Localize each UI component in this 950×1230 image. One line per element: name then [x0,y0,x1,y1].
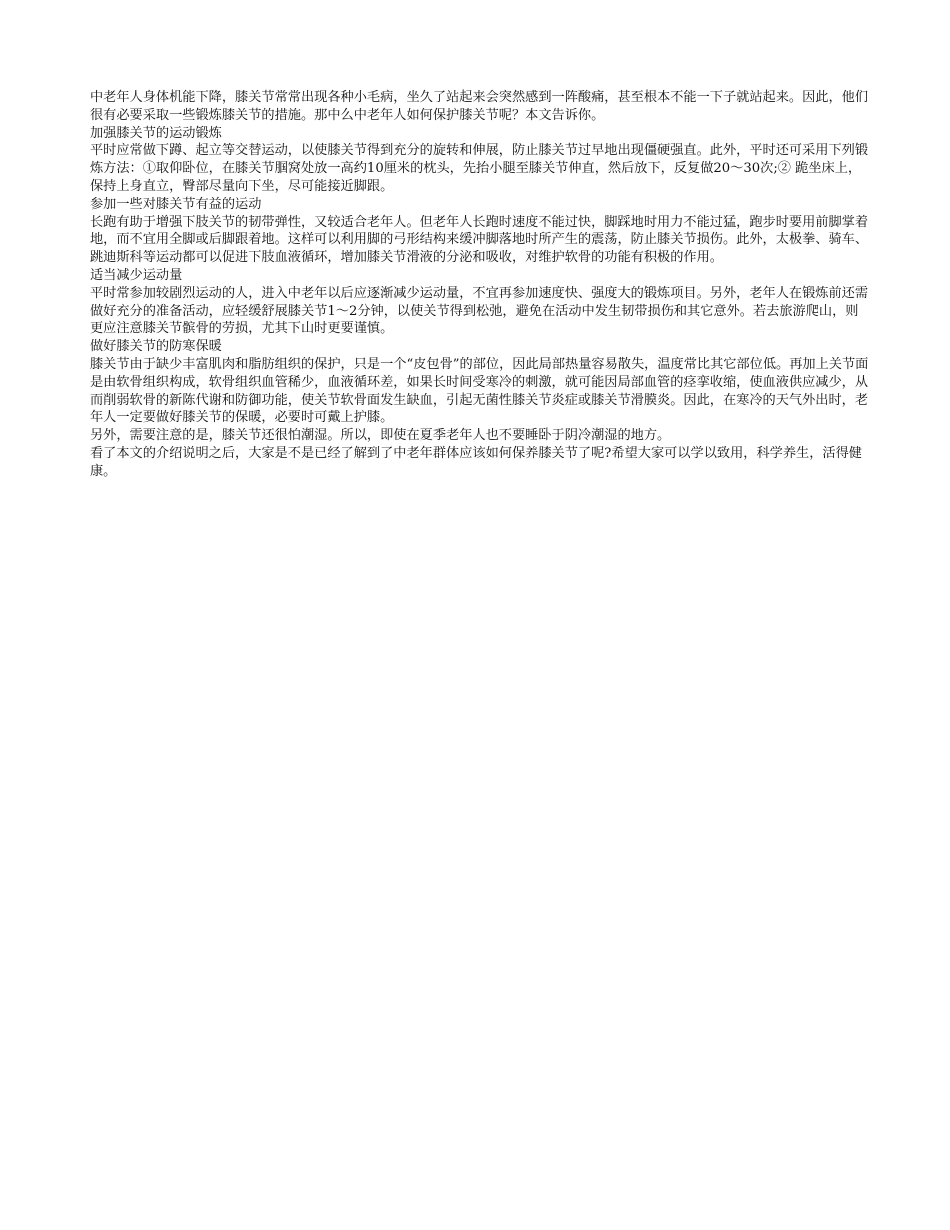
section-heading-keep-warm: 做好膝关节的防寒保暖 [90,339,222,355]
section-body-reduce-load: 平时常参加较剧烈运动的人，进入中老年以后应逐渐减少运动量，不宜再参加速度快、强度大的锻炼项目。另外，老年人在锻炼前还需做好充分的准备活动，应轻缓舒展膝关节1～2分钟，以使关节得到松弛，避免在活动中发生韧带损伤和其它意外。若去旅游爬山，则更应注意膝关节髌骨的劳损，尤其下山时更要谨慎。 [90,285,869,337]
section-heading-reduce-load: 适当减少运动量 [90,267,183,283]
article [90,89,870,481]
section-body-beneficial-sports: 长跑有助于增强下肢关节的韧带弹性，又较适合老年人。但老年人长跑时速度不能过快，脚踩地时用力不能过猛，跑步时要用前脚掌着地，而不宜用全脚或后脚跟着地。这样可以利用脚的弓形结构来缓冲脚落地时所产生的震荡，防止膝关节损伤。此外，太极拳、骑车、跳迪斯科等运动都可以促进下肢血液循环，增加膝关节滑液的分泌和吸收，对维护软骨的功能有积极的作用。 [90,214,869,266]
intro-paragraph: 中老年人身体机能下降，膝关节常常出现各种小毛病，坐久了站起来会突然感到一阵酸痛，甚至根本不能一下子就站起来。因此，他们很有必要采取一些锻炼膝关节的措施。那中么中老年人如何保护膝关节呢？本文告诉你。 [90,90,869,123]
section-heading-exercise: 加强膝关节的运动锻炼 [90,125,222,141]
extra-paragraph: 另外，需要注意的是，膝关节还很怕潮湿。所以，即使在夏季老年人也不要睡卧于阴冷潮湿的地方。 [90,428,671,444]
section-heading-beneficial-sports: 参加一些对膝关节有益的运动 [90,196,262,212]
section-body-exercise: 平时应常做下蹲、起立等交替运动，以使膝关节得到充分的旋转和伸展，防止膝关节过早地出现僵硬强直。此外，平时还可采用下列锻炼方法：①取仰卧位，在膝关节腘窝处放一高约10厘米的枕头，先抬小腿至膝关节伸直，然后放下，反复做20～30次;② 跪坐床上，保持上身直立，臀部尽量向下坐，尽可能接近脚跟。 [90,143,869,194]
section-body-keep-warm: 膝关节由于缺少丰富肌肉和脂肪组织的保护，只是一个“皮包骨”的部位，因此局部热量容易散失，温度常比其它部位低。再加上关节面是由软骨组织构成，软骨组织血管稀少，血液循环差，如果长时间受寒冷的刺激，就可能因局部血管的痉挛收缩，使血液供应减少，从而削弱软骨的新陈代谢和防御功能，使关节软骨面发生缺血，引起无菌性膝关节炎症或膝关节滑膜炎。因此，在寒冷的天气外出时，老年人一定要做好膝关节的保暖，必要时可戴上护膝。 [90,356,869,426]
conclusion-paragraph: 看了本文的介绍说明之后，大家是不是已经了解到了中老年群体应该如何保养膝关节了呢?希望大家可以学以致用，科学养生，活得健康。 [90,445,862,479]
